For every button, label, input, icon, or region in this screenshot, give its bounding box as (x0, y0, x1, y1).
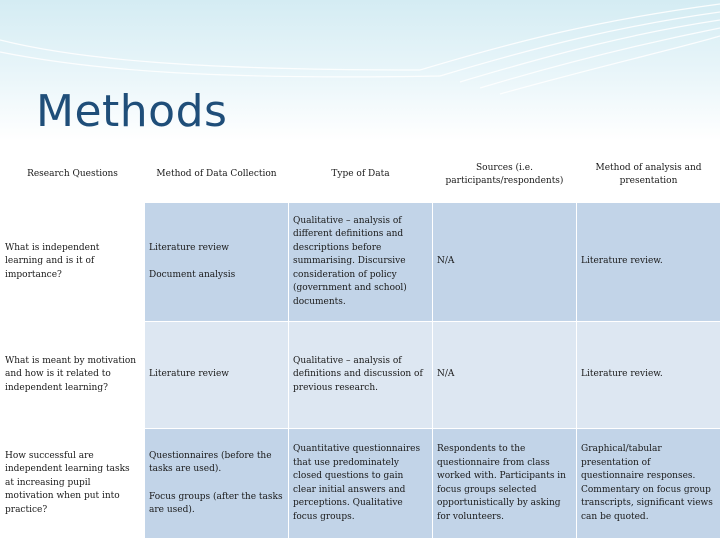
type-of-data-cell: Qualitative – analysis of different definitions and descriptions before summarising. Discursive consideration of policy (government and school) documents. (289, 203, 433, 322)
research-question-cell: What is meant by motivation and how is it related to independent learning? (1, 322, 145, 429)
header-method-of-analysis: Method of analysis and presentation (577, 148, 720, 203)
table-header-row (1, 148, 720, 203)
analysis-cell: Graphical/tabular presentation of questionnaire responses. Commentary on focus group transcripts, significant views can be quoted. (577, 429, 720, 539)
header-research-questions: Research Questions (1, 148, 145, 203)
data-collection-cell (145, 429, 289, 539)
table-row (1, 203, 720, 322)
collection-method: Literature review (149, 369, 229, 380)
research-question-cell: What is independent learning and is it of importance? (1, 203, 145, 322)
analysis-cell: Literature review. (577, 203, 720, 322)
header-sources: Sources (i.e. participants/respondents) (433, 148, 577, 203)
header-method-of-data-collection: Method of Data Collection (145, 148, 289, 203)
header-type-of-data: Type of Data (289, 148, 433, 203)
collection-method: Questionnaires (before the tasks are used). (149, 450, 272, 474)
research-question-cell: How successful are independent learning tasks at increasing pupil motivation when put into practice? (1, 429, 145, 539)
data-collection-cell (145, 322, 289, 429)
page-title: Methods (36, 86, 228, 137)
data-collection-cell (145, 203, 289, 322)
sources-cell: N/A (433, 203, 577, 322)
type-of-data-cell: Quantitative questionnaires that use predominately closed questions to gain clear initial answers and perceptions. Qualitative focus groups. (289, 429, 433, 539)
sources-cell: N/A (433, 322, 577, 429)
collection-method: Focus groups (after the tasks are used). (149, 491, 283, 515)
sources-cell: Respondents to the questionnaire from class worked with. Participants in focus groups selected opportunistically by asking for volunteers. (433, 429, 577, 539)
type-of-data-cell: Qualitative – analysis of definitions and discussion of previous research. (289, 322, 433, 429)
collection-method: Literature review (149, 242, 229, 253)
collection-method: Document analysis (149, 270, 236, 280)
table-row (1, 322, 720, 429)
table-row (1, 429, 720, 539)
methods-table (0, 148, 720, 539)
analysis-cell: Literature review. (577, 322, 720, 429)
